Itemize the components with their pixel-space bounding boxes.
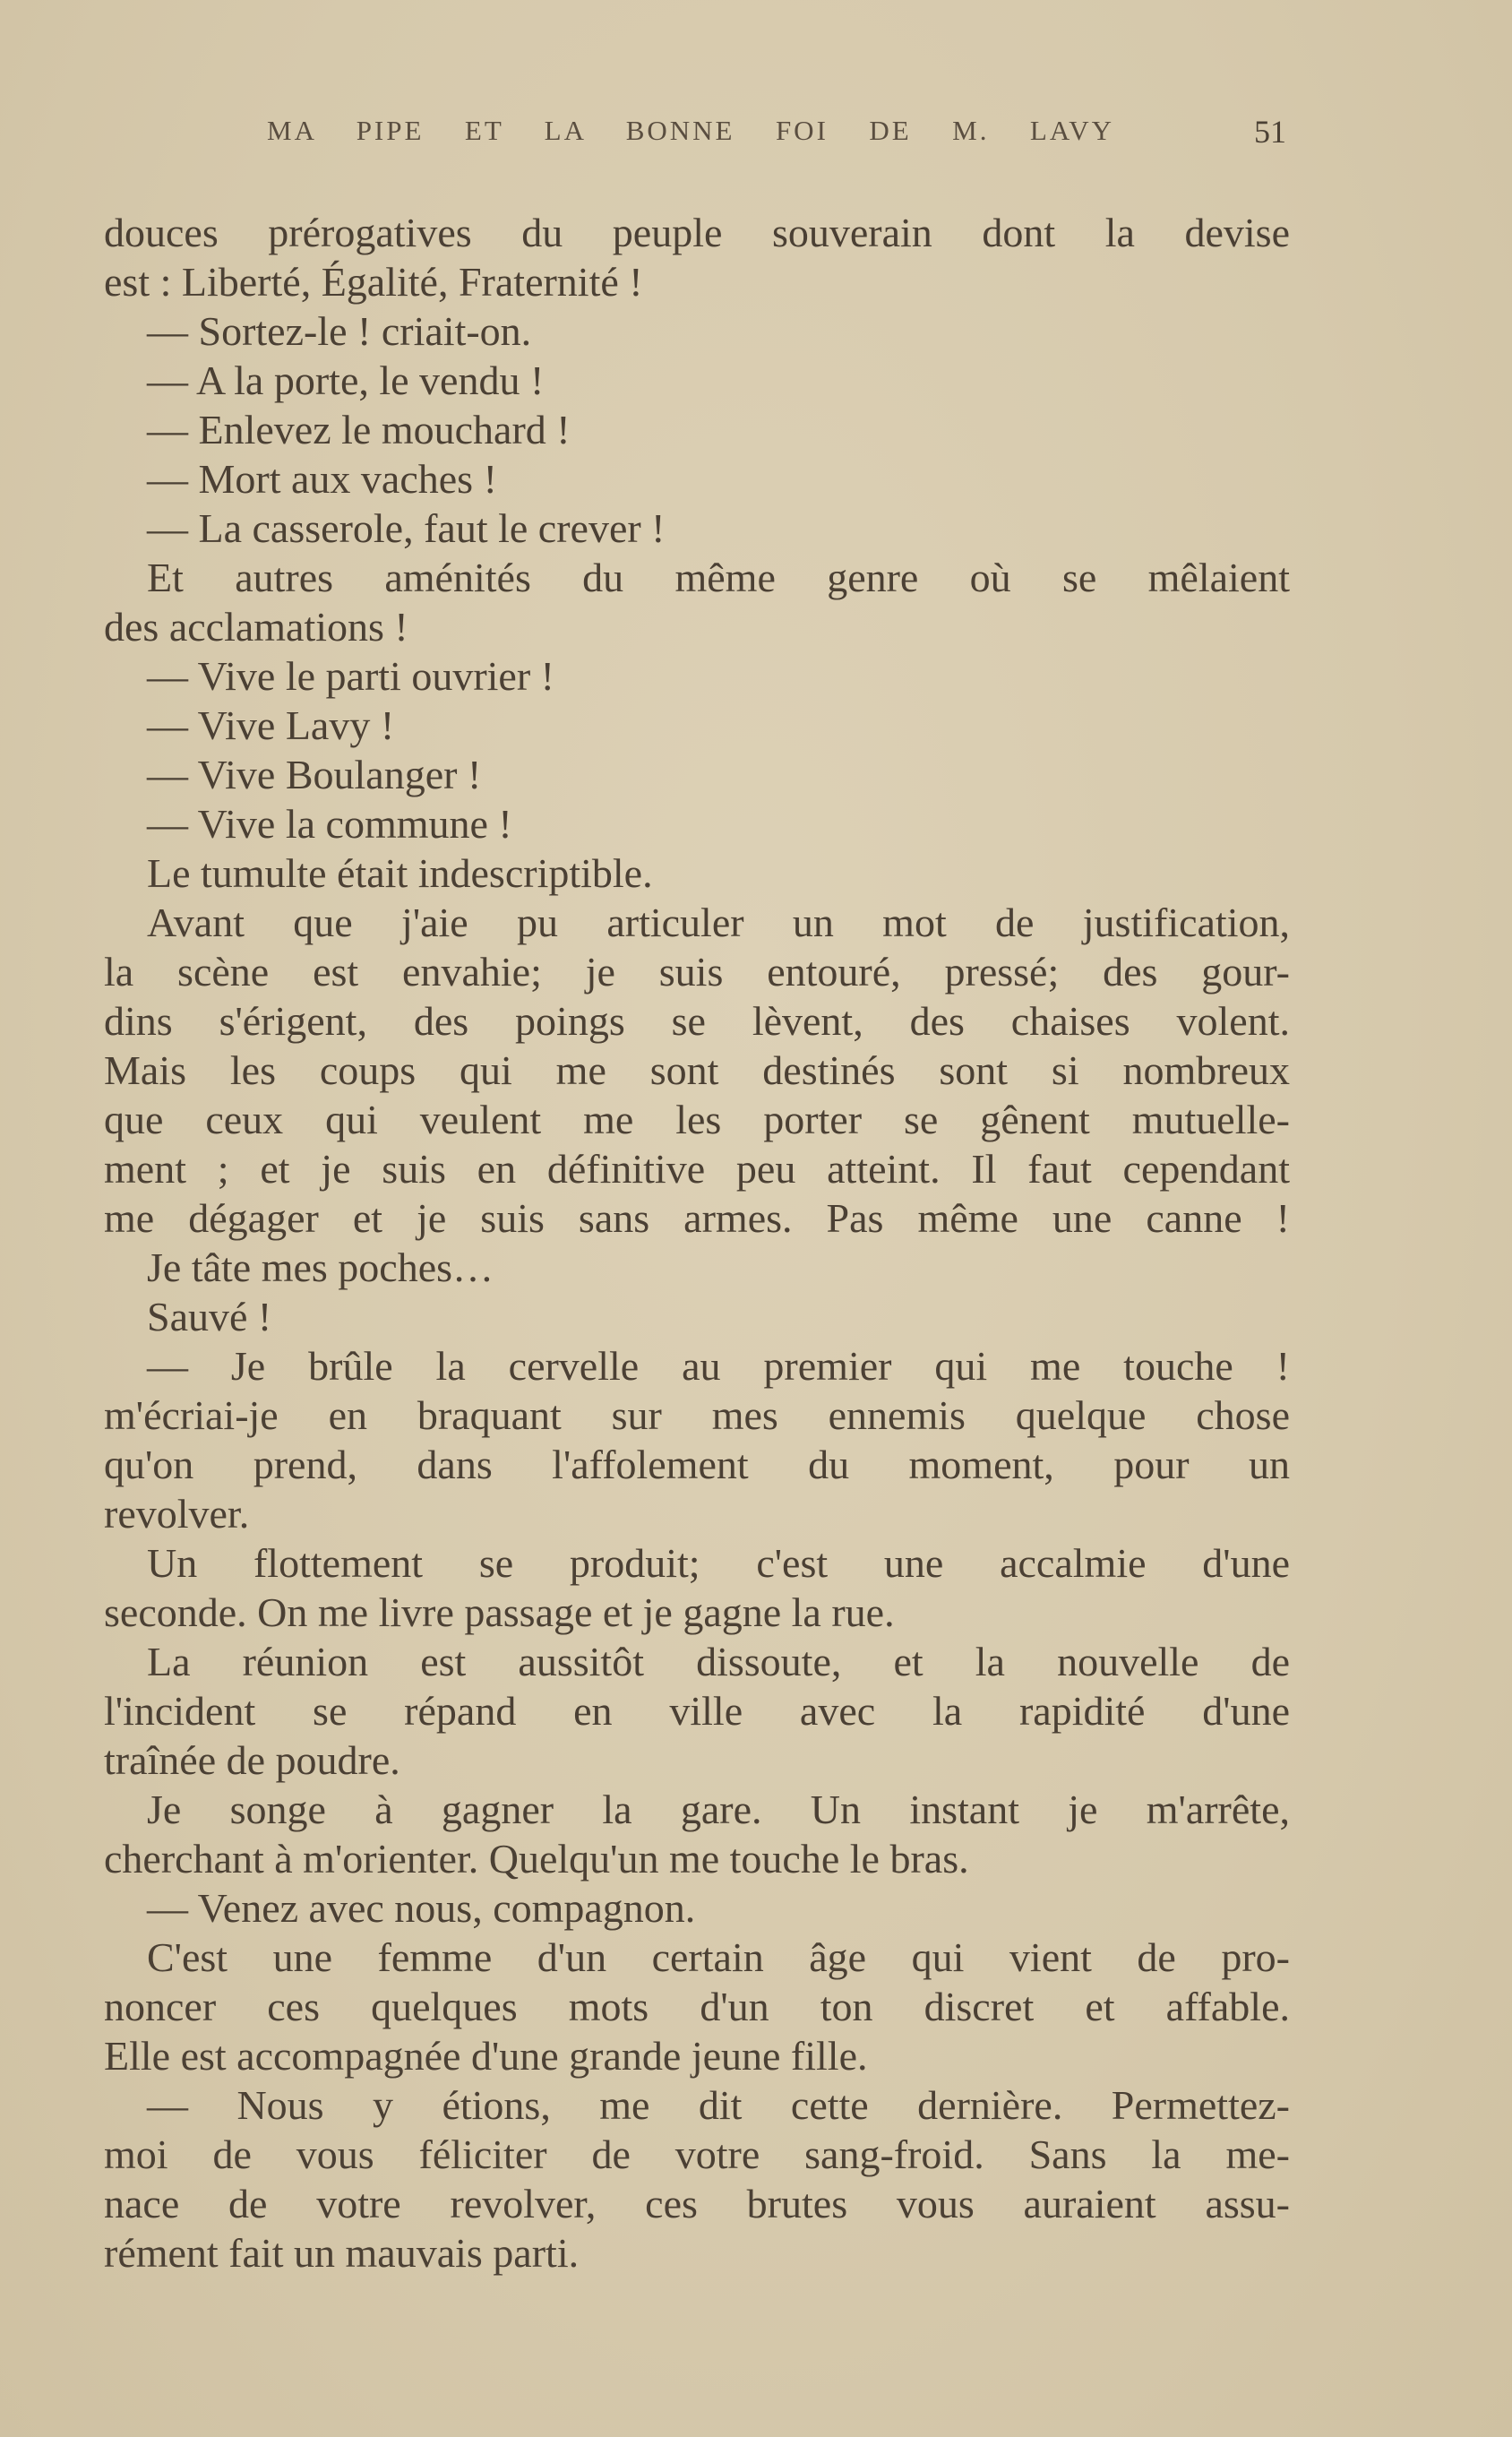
text-line: — A la porte, le vendu ! [147,357,545,403]
running-title: MA PIPE ET LA BONNE FOI DE M. LAVY [267,115,1114,146]
text-line: rément fait un mauvais parti. [104,2230,580,2276]
text-line: — Vive Boulanger ! [147,752,482,797]
text-line: dins s'érigent, des poings se lèvent, des chaises volent. [104,998,1290,1044]
text-line: Je tâte mes poches… [147,1244,494,1290]
text-line: Avant que j'aie pu articuler un mot de justification, [147,900,1290,945]
text-line: — Mort aux vaches ! [147,456,497,502]
text-line: — Vive Lavy ! [147,702,395,748]
text-line: la scène est envahie; je suis entouré, pressé; des gour- [104,949,1290,995]
text-line: douces prérogatives du peuple souverain dont la devise [104,210,1290,255]
text-line: — Sortez-le ! criait-on. [147,308,532,354]
text-line: — Vive le parti ouvrier ! [147,653,554,699]
text-line: que ceux qui veulent me les porter se gênent mutuelle- [104,1097,1290,1142]
text-line: traînée de poudre. [104,1737,400,1783]
text-line: est : Liberté, Égalité, Fraternité ! [104,259,643,305]
text-line: Et autres aménités du même genre où se mêlaient [147,555,1290,600]
text-line: me dégager et je suis sans armes. Pas même une canne ! [104,1195,1290,1241]
text-line: Un flottement se produit; c'est une accalmie d'une [147,1540,1290,1586]
page-header [104,115,1290,159]
text-line: Elle est accompagnée d'une grande jeune fille. [104,2033,868,2079]
text-line: La réunion est aussitôt dissoute, et la nouvelle de [147,1639,1290,1684]
text-line: — Nous y étions, me dit cette dernière. Permettez- [147,2082,1290,2128]
text-line: des acclamations ! [104,604,408,650]
text-line: ment ; et je suis en définitive peu atteint. Il faut cependant [104,1146,1290,1192]
text-line: moi de vous féliciter de votre sang-froid. Sans la me- [104,2131,1290,2177]
text-line: revolver. [104,1491,250,1537]
text-line: cherchant à m'orienter. Quelqu'un me touche le bras. [104,1836,969,1882]
text-line: Le tumulte était indescriptible. [147,850,653,896]
text-line: Sauvé ! [147,1294,272,1339]
text-line: l'incident se répand en ville avec la rapidité d'une [104,1688,1290,1734]
text-line: Je songe à gagner la gare. Un instant je m'arrête, [147,1787,1290,1832]
text-line: — Vive la commune ! [147,801,512,847]
text-line: Mais les coups qui me sont destinés sont si nombreux [104,1047,1290,1093]
text-line: seconde. On me livre passage et je gagne la rue. [104,1589,895,1635]
text-line: — Je brûle la cervelle au premier qui me touche ! [147,1343,1290,1389]
text-line: nace de votre revolver, ces brutes vous auraient assu- [104,2181,1290,2226]
text-line: — La casserole, faut le crever ! [147,505,666,551]
text-line: — Enlevez le mouchard ! [147,407,571,452]
page-number: 51 [1254,114,1286,150]
text-line: C'est une femme d'un certain âge qui vient de pro- [147,1934,1290,1980]
text-line: m'écriai-je en braquant sur mes ennemis quelque chose [104,1392,1290,1438]
body-text [104,208,1290,2278]
text-line: noncer ces quelques mots d'un ton discret et affable. [104,1984,1290,2029]
text-line: qu'on prend, dans l'affolement du moment, pour un [104,1442,1290,1487]
text-line: — Venez avec nous, compagnon. [147,1885,696,1931]
